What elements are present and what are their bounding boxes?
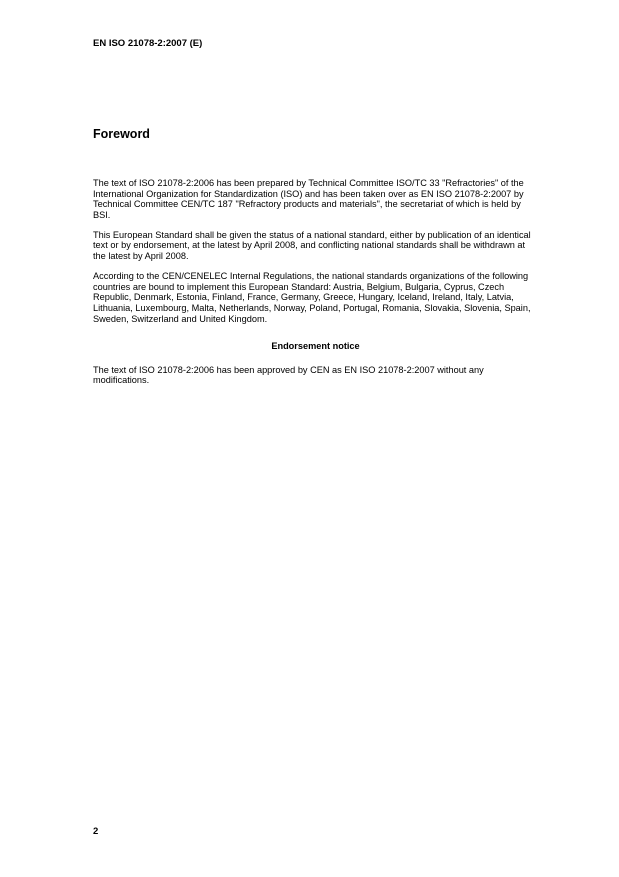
endorsement-text: The text of ISO 21078-2:2006 has been approved by CEN as EN ISO 21078-2:2007 without any modifications. (93, 364, 484, 386)
foreword-body (93, 178, 538, 395)
page-number: 2 (93, 826, 99, 837)
document-header-id: EN ISO 21078-2:2007 (E) (93, 38, 203, 49)
endorsement-heading: Endorsement notice (271, 341, 360, 352)
foreword-paragraph-3: According to the CEN/CENELEC Internal Regulations, the national standards organizations of the following countries are bound to implement this European Standard: Austria, Belgium, Bulgaria, Cyprus, Czech Republic, Denmark, Estonia, Finland, France, Germany, Greece, Hungary, Iceland, Ireland, Italy, Latvia, Lithuania, Luxembourg, Malta, Netherlands, Norway, Poland, Portugal, Romania, Slovakia, Slovenia, Spain, Sweden, Switzerland and United Kingdom. (93, 271, 531, 324)
foreword-paragraph-1: The text of ISO 21078-2:2006 has been prepared by Technical Committee ISO/TC 33 "Refractories" of the International Organization for Standardization (ISO) and has been taken over as EN ISO 21078-2:2007 by Technical Committee CEN/TC 187 "Refractory products and materials", the secretariat of which is held by BSI. (93, 178, 524, 220)
foreword-paragraph-2: This European Standard shall be given the status of a national standard, either by publication of an identical text or by endorsement, at the latest by April 2008, and conflicting national standards shall be withdrawn at the latest by April 2008. (93, 229, 531, 262)
foreword-title: Foreword (93, 127, 150, 141)
